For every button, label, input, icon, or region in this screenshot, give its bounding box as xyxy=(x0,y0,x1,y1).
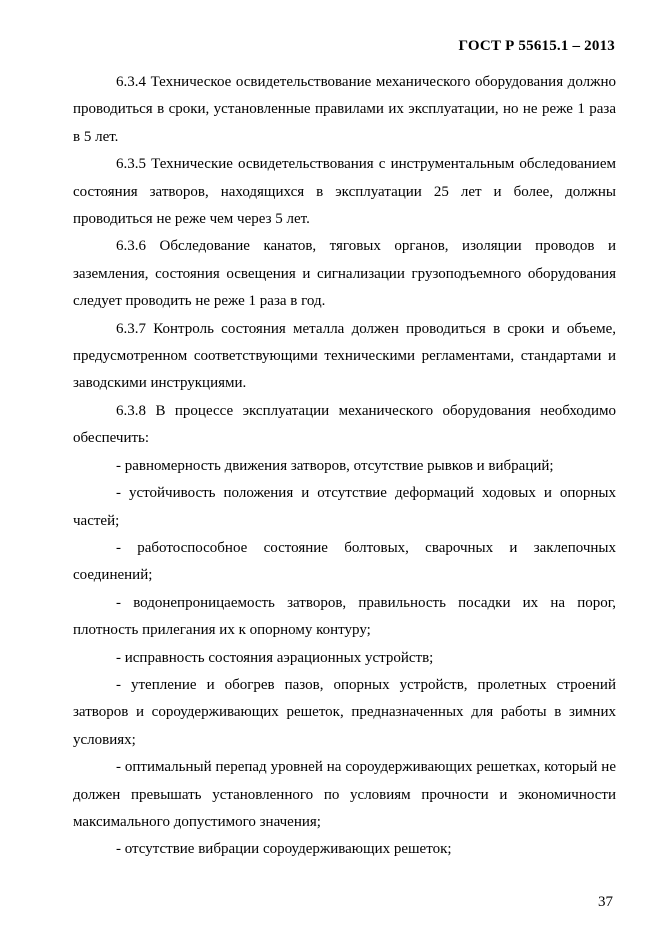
standard-code-header: ГОСТ Р 55615.1 – 2013 xyxy=(458,38,615,54)
list-item-joint-condition: - работоспособное состояние болтовых, сварочных и заклепочных соединений; xyxy=(73,539,616,584)
page-number: 37 xyxy=(598,894,613,910)
list-item-winter-heating: - утепление и обогрев пазов, опорных устройств, пролетных строений затворов и сороудерживающих решеток, предназначенных для работы в зимних условиях; xyxy=(73,676,616,748)
list-item-level-difference: - оптимальный перепад уровней на сороудерживающих решетках, который не должен превышать установленного по условиям прочности и экономичности максимального допустимого значения; xyxy=(73,759,616,830)
paragraph-6-3-7: 6.3.7 Контроль состояния металла должен проводиться в сроки и объеме, предусмотренном соответствующими техническими регламентами, стандартами и заводскими инструкциями. xyxy=(73,320,616,392)
paragraph-6-3-5: 6.3.5 Технические освидетельствования с инструментальным обследованием состояния затворов, находящихся в эксплуатации 25 лет и более, должны проводиться не реже чем через 5 лет. xyxy=(73,156,616,228)
list-item-grating-vibration: - отсутствие вибрации сороудерживающих решеток; xyxy=(116,841,452,858)
paragraph-6-3-4: 6.3.4 Техническое освидетельствование механического оборудования должно проводиться в сроки, установленные правилами их эксплуатации, но не реже 1 раза в 5 лет. xyxy=(73,74,616,145)
paragraph-6-3-6: 6.3.6 Обследование канатов, тяговых органов, изоляции проводов и заземления, состояния освещения и сигнализации грузоподъемного оборудования следует проводить не реже 1 раза в год. xyxy=(73,238,616,310)
list-item-gate-movement: - равномерность движения затворов, отсутствие рывков и вибраций; xyxy=(116,457,554,474)
list-item-watertightness: - водонепроницаемость затворов, правильность посадки их на порог, плотность прилегания их к опорному контуру; xyxy=(73,594,616,639)
paragraph-6-3-8: 6.3.8 В процессе эксплуатации механического оборудования необходимо обеспечить: xyxy=(73,402,616,447)
list-item-aeration-devices: - исправность состояния аэрационных устройств; xyxy=(116,649,434,666)
body-text xyxy=(73,69,616,864)
list-item-support-stability: - устойчивость положения и отсутствие деформаций ходовых и опорных частей; xyxy=(73,485,616,529)
